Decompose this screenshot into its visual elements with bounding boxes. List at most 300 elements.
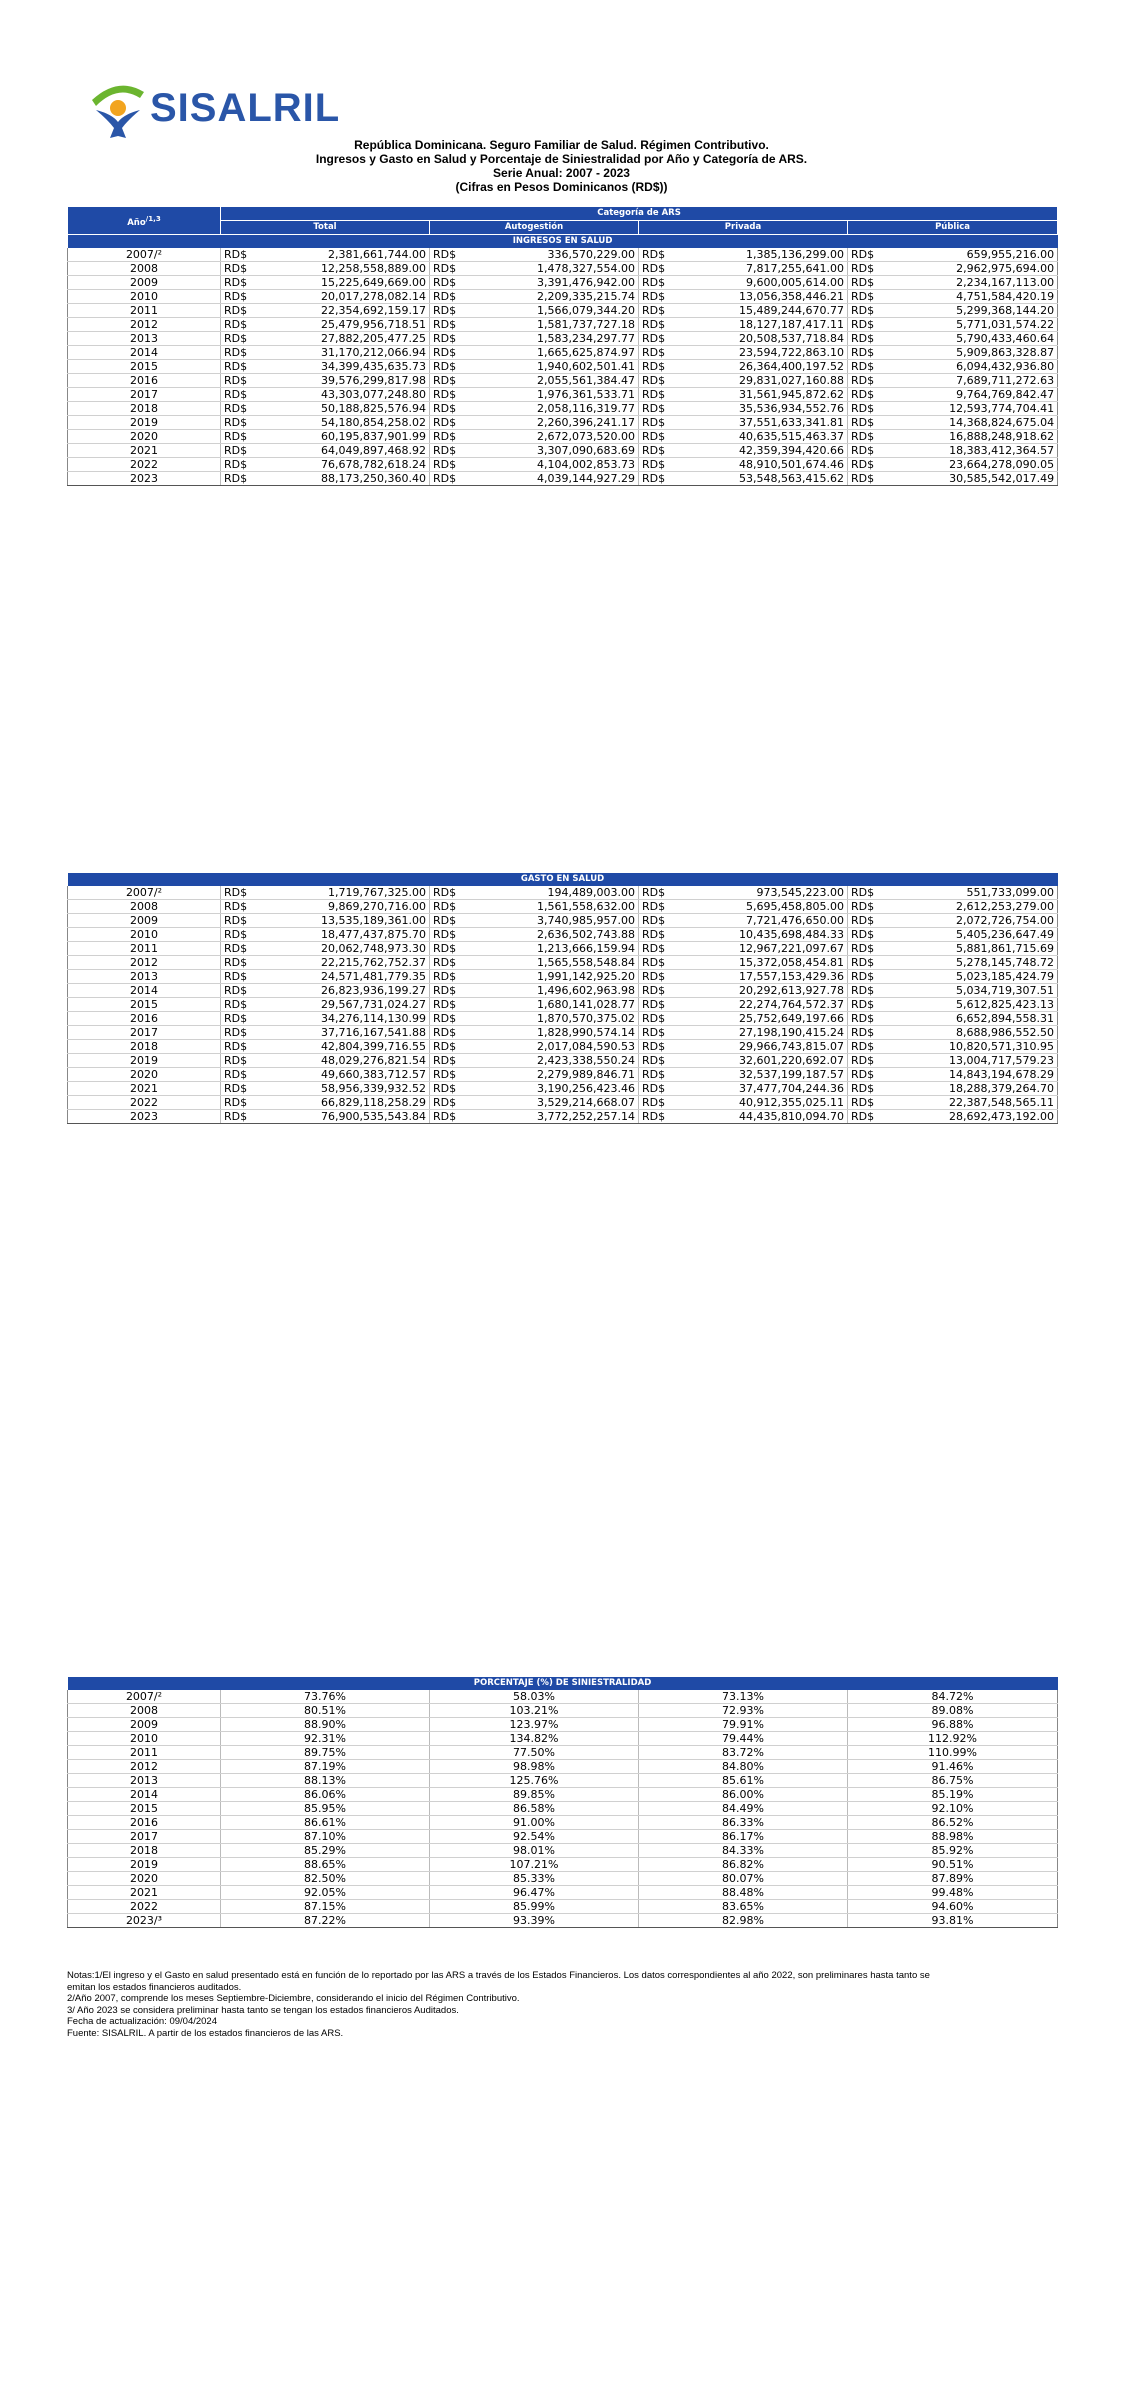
percent-cell: 86.75%: [848, 1774, 1058, 1788]
table-row: [68, 1110, 1058, 1124]
value-cell: 5,612,825,423.13: [886, 998, 1058, 1012]
report-titles: [0, 138, 1123, 194]
percent-cell: 123.97%: [430, 1718, 639, 1732]
percent-cell: 85.61%: [639, 1774, 848, 1788]
value-cell: 5,023,185,424.79: [886, 970, 1058, 984]
value-cell: 3,772,252,257.14: [468, 1110, 639, 1124]
value-cell: 35,536,934,552.76: [677, 402, 848, 416]
value-cell: 2,260,396,241.17: [468, 416, 639, 430]
year-cell: 2018: [68, 402, 221, 416]
year-cell: 2022: [68, 458, 221, 472]
value-cell: 40,635,515,463.37: [677, 430, 848, 444]
percent-cell: 88.90%: [221, 1718, 430, 1732]
value-cell: 26,364,400,197.52: [677, 360, 848, 374]
currency-cell: RD$: [430, 914, 468, 928]
percent-cell: 82.98%: [639, 1914, 848, 1928]
value-cell: 15,372,058,454.81: [677, 956, 848, 970]
currency-cell: RD$: [430, 472, 468, 486]
currency-cell: RD$: [430, 1096, 468, 1110]
value-cell: 64,049,897,468.92: [259, 444, 430, 458]
percent-cell: 80.07%: [639, 1872, 848, 1886]
currency-cell: RD$: [848, 1026, 886, 1040]
value-cell: 2,381,661,744.00: [259, 248, 430, 262]
table-row: [68, 886, 1058, 900]
currency-cell: RD$: [221, 956, 259, 970]
note-line: Notas:1/El ingreso y el Gasto en salud presentado está en función de lo reportado por las ARS a través de los Estados Financieros. Los datos correspondientes al año 2022, son preliminares hasta tanto se: [67, 1970, 930, 1981]
percent-cell: 87.15%: [221, 1900, 430, 1914]
percent-cell: 99.48%: [848, 1886, 1058, 1900]
currency-cell: RD$: [221, 430, 259, 444]
value-cell: 20,292,613,927.78: [677, 984, 848, 998]
table-row: [68, 1096, 1058, 1110]
table-row: [68, 1872, 1058, 1886]
year-cell: 2007/²: [68, 886, 221, 900]
currency-cell: RD$: [430, 956, 468, 970]
year-cell: 2013: [68, 332, 221, 346]
currency-cell: RD$: [848, 472, 886, 486]
value-cell: 5,299,368,144.20: [886, 304, 1058, 318]
note-line: Fecha de actualización: 09/04/2024: [67, 2016, 217, 2027]
value-cell: 1,213,666,159.94: [468, 942, 639, 956]
table-row: [68, 1914, 1058, 1928]
year-cell: 2020: [68, 1068, 221, 1082]
table-row: [68, 1858, 1058, 1872]
percent-cell: 92.54%: [430, 1830, 639, 1844]
year-cell: 2008: [68, 900, 221, 914]
percent-cell: 112.92%: [848, 1732, 1058, 1746]
table-row: [68, 1732, 1058, 1746]
year-cell: 2018: [68, 1844, 221, 1858]
currency-cell: RD$: [639, 984, 677, 998]
percent-cell: 91.00%: [430, 1816, 639, 1830]
currency-cell: RD$: [639, 914, 677, 928]
value-cell: 32,537,199,187.57: [677, 1068, 848, 1082]
year-cell: 2022: [68, 1900, 221, 1914]
value-cell: 22,215,762,752.37: [259, 956, 430, 970]
table-row: [68, 1746, 1058, 1760]
year-cell: 2021: [68, 1082, 221, 1096]
percent-cell: 107.21%: [430, 1858, 639, 1872]
year-cell: 2019: [68, 1858, 221, 1872]
value-cell: 194,489,003.00: [468, 886, 639, 900]
value-cell: 6,652,894,558.31: [886, 1012, 1058, 1026]
value-cell: 18,383,412,364.57: [886, 444, 1058, 458]
currency-cell: RD$: [221, 1068, 259, 1082]
value-cell: 42,804,399,716.55: [259, 1040, 430, 1054]
percent-cell: 73.76%: [221, 1690, 430, 1704]
currency-cell: RD$: [221, 304, 259, 318]
currency-cell: RD$: [221, 900, 259, 914]
value-cell: 18,127,187,417.11: [677, 318, 848, 332]
currency-cell: RD$: [221, 276, 259, 290]
table-row: [68, 1068, 1058, 1082]
footnotes: [67, 1970, 1067, 2039]
table-row: [68, 388, 1058, 402]
currency-cell: RD$: [639, 1026, 677, 1040]
value-cell: 16,888,248,918.62: [886, 430, 1058, 444]
currency-cell: RD$: [221, 346, 259, 360]
currency-cell: RD$: [430, 346, 468, 360]
table-row: [68, 430, 1058, 444]
value-cell: 42,359,394,420.66: [677, 444, 848, 458]
currency-cell: RD$: [221, 970, 259, 984]
percent-cell: 96.47%: [430, 1886, 639, 1900]
year-cell: 2008: [68, 1704, 221, 1718]
currency-cell: RD$: [221, 914, 259, 928]
year-cell: 2016: [68, 1816, 221, 1830]
currency-cell: RD$: [430, 1012, 468, 1026]
table-row: [68, 1760, 1058, 1774]
percent-cell: 86.33%: [639, 1816, 848, 1830]
year-cell: 2015: [68, 1802, 221, 1816]
section-title: PORCENTAJE (%) DE SINIESTRALIDAD: [68, 1677, 1058, 1690]
currency-cell: RD$: [848, 262, 886, 276]
year-cell: 2018: [68, 1040, 221, 1054]
value-cell: 6,094,432,936.80: [886, 360, 1058, 374]
currency-cell: RD$: [430, 998, 468, 1012]
value-cell: 2,058,116,319.77: [468, 402, 639, 416]
value-cell: 10,435,698,484.33: [677, 928, 848, 942]
value-cell: 9,600,005,614.00: [677, 276, 848, 290]
currency-cell: RD$: [430, 900, 468, 914]
currency-cell: RD$: [221, 1026, 259, 1040]
table-row: [68, 900, 1058, 914]
value-cell: 3,391,476,942.00: [468, 276, 639, 290]
table-row: [68, 1704, 1058, 1718]
value-cell: 2,672,073,520.00: [468, 430, 639, 444]
year-cell: 2017: [68, 1026, 221, 1040]
currency-cell: RD$: [639, 1040, 677, 1054]
currency-cell: RD$: [639, 402, 677, 416]
value-cell: 29,831,027,160.88: [677, 374, 848, 388]
value-cell: 1,870,570,375.02: [468, 1012, 639, 1026]
currency-cell: RD$: [430, 360, 468, 374]
value-cell: 23,664,278,090.05: [886, 458, 1058, 472]
percent-cell: 85.92%: [848, 1844, 1058, 1858]
percent-cell: 90.51%: [848, 1858, 1058, 1872]
currency-cell: RD$: [430, 416, 468, 430]
percent-cell: 87.19%: [221, 1760, 430, 1774]
percent-cell: 93.81%: [848, 1914, 1058, 1928]
value-cell: 5,909,863,328.87: [886, 346, 1058, 360]
percent-cell: 85.19%: [848, 1788, 1058, 1802]
currency-cell: RD$: [848, 970, 886, 984]
value-cell: 15,225,649,669.00: [259, 276, 430, 290]
currency-cell: RD$: [639, 444, 677, 458]
currency-cell: RD$: [848, 332, 886, 346]
table-row: [68, 942, 1058, 956]
year-cell: 2014: [68, 1788, 221, 1802]
value-cell: 48,029,276,821.54: [259, 1054, 430, 1068]
currency-cell: RD$: [221, 984, 259, 998]
currency-cell: RD$: [848, 416, 886, 430]
value-cell: 22,354,692,159.17: [259, 304, 430, 318]
currency-cell: RD$: [848, 276, 886, 290]
col-header-privada: Privada: [639, 221, 848, 235]
currency-cell: RD$: [430, 318, 468, 332]
percent-cell: 125.76%: [430, 1774, 639, 1788]
table-row: [68, 1802, 1058, 1816]
value-cell: 37,716,167,541.88: [259, 1026, 430, 1040]
currency-cell: RD$: [848, 1096, 886, 1110]
year-cell: 2012: [68, 1760, 221, 1774]
percent-cell: 79.44%: [639, 1732, 848, 1746]
currency-cell: RD$: [221, 998, 259, 1012]
table-row: [68, 262, 1058, 276]
value-cell: 1,680,141,028.77: [468, 998, 639, 1012]
logo-emblem-icon: [88, 78, 148, 140]
currency-cell: RD$: [848, 1040, 886, 1054]
value-cell: 2,017,084,590.53: [468, 1040, 639, 1054]
value-cell: 14,843,194,678.29: [886, 1068, 1058, 1082]
year-cell: 2010: [68, 928, 221, 942]
percent-cell: 92.10%: [848, 1802, 1058, 1816]
year-cell: 2009: [68, 276, 221, 290]
percent-cell: 86.82%: [639, 1858, 848, 1872]
table-row: [68, 1816, 1058, 1830]
currency-cell: RD$: [221, 886, 259, 900]
value-cell: 3,529,214,668.07: [468, 1096, 639, 1110]
value-cell: 336,570,229.00: [468, 248, 639, 262]
percent-cell: 88.13%: [221, 1774, 430, 1788]
table-row: [68, 290, 1058, 304]
currency-cell: RD$: [639, 942, 677, 956]
value-cell: 50,188,825,576.94: [259, 402, 430, 416]
currency-cell: RD$: [430, 928, 468, 942]
year-cell: 2009: [68, 1718, 221, 1732]
value-cell: 2,279,989,846.71: [468, 1068, 639, 1082]
year-cell: 2017: [68, 388, 221, 402]
currency-cell: RD$: [639, 458, 677, 472]
currency-cell: RD$: [639, 928, 677, 942]
table-row: [68, 1900, 1058, 1914]
value-cell: 15,489,244,670.77: [677, 304, 848, 318]
currency-cell: RD$: [430, 276, 468, 290]
value-cell: 22,387,548,565.11: [886, 1096, 1058, 1110]
table-row: [68, 360, 1058, 374]
currency-cell: RD$: [430, 1026, 468, 1040]
ingresos-table: [67, 206, 1058, 486]
currency-cell: RD$: [848, 444, 886, 458]
value-cell: 22,274,764,572.37: [677, 998, 848, 1012]
value-cell: 1,478,327,554.00: [468, 262, 639, 276]
value-cell: 37,477,704,244.36: [677, 1082, 848, 1096]
table-row: [68, 402, 1058, 416]
value-cell: 18,288,379,264.70: [886, 1082, 1058, 1096]
table-row: [68, 998, 1058, 1012]
col-header-total: Total: [221, 221, 430, 235]
currency-cell: RD$: [848, 374, 886, 388]
currency-cell: RD$: [430, 304, 468, 318]
brand-name: SISALRIL: [150, 86, 341, 130]
year-cell: 2023/³: [68, 1914, 221, 1928]
year-cell: 2023: [68, 1110, 221, 1124]
percent-cell: 85.99%: [430, 1900, 639, 1914]
currency-cell: RD$: [430, 444, 468, 458]
value-cell: 13,004,717,579.23: [886, 1054, 1058, 1068]
title-line: Ingresos y Gasto en Salud y Porcentaje de Siniestralidad por Año y Categoría de ARS.: [315, 152, 808, 166]
year-cell: 2012: [68, 318, 221, 332]
section-title: GASTO EN SALUD: [68, 873, 1058, 886]
currency-cell: RD$: [221, 318, 259, 332]
value-cell: 37,551,633,341.81: [677, 416, 848, 430]
percent-cell: 84.33%: [639, 1844, 848, 1858]
percent-cell: 86.52%: [848, 1816, 1058, 1830]
value-cell: 76,900,535,543.84: [259, 1110, 430, 1124]
value-cell: 1,496,602,963.98: [468, 984, 639, 998]
value-cell: 31,561,945,872.62: [677, 388, 848, 402]
percent-cell: 110.99%: [848, 1746, 1058, 1760]
currency-cell: RD$: [221, 416, 259, 430]
currency-cell: RD$: [639, 318, 677, 332]
year-cell: 2021: [68, 1886, 221, 1900]
currency-cell: RD$: [221, 1040, 259, 1054]
value-cell: 27,198,190,415.24: [677, 1026, 848, 1040]
table-row: [68, 956, 1058, 970]
table-row: [68, 318, 1058, 332]
currency-cell: RD$: [639, 970, 677, 984]
sisalril-logo: [88, 78, 341, 140]
currency-cell: RD$: [848, 290, 886, 304]
currency-cell: RD$: [639, 1054, 677, 1068]
value-cell: 973,545,223.00: [677, 886, 848, 900]
year-cell: 2013: [68, 1774, 221, 1788]
year-cell: 2013: [68, 970, 221, 984]
year-cell: 2019: [68, 1054, 221, 1068]
title-line: Serie Anual: 2007 - 2023: [493, 166, 630, 180]
currency-cell: RD$: [639, 304, 677, 318]
note-line: 3/ Año 2023 se considera preliminar hasta tanto se tengan los estados financieros Auditados.: [67, 2004, 459, 2016]
table-row: [68, 304, 1058, 318]
currency-cell: RD$: [430, 942, 468, 956]
percent-cell: 85.29%: [221, 1844, 430, 1858]
percent-cell: 79.91%: [639, 1718, 848, 1732]
year-cell: 2010: [68, 290, 221, 304]
percent-cell: 92.31%: [221, 1732, 430, 1746]
currency-cell: RD$: [639, 416, 677, 430]
percent-cell: 80.51%: [221, 1704, 430, 1718]
currency-cell: RD$: [221, 472, 259, 486]
currency-cell: RD$: [848, 248, 886, 262]
percent-cell: 93.39%: [430, 1914, 639, 1928]
year-cell: 2016: [68, 1012, 221, 1026]
currency-cell: RD$: [848, 1054, 886, 1068]
percent-cell: 87.22%: [221, 1914, 430, 1928]
value-cell: 25,752,649,197.66: [677, 1012, 848, 1026]
currency-cell: RD$: [639, 388, 677, 402]
currency-cell: RD$: [430, 984, 468, 998]
year-cell: 2011: [68, 304, 221, 318]
table-row: [68, 928, 1058, 942]
value-cell: 5,790,433,460.64: [886, 332, 1058, 346]
currency-cell: RD$: [639, 360, 677, 374]
currency-cell: RD$: [639, 374, 677, 388]
value-cell: 29,966,743,815.07: [677, 1040, 848, 1054]
currency-cell: RD$: [639, 346, 677, 360]
currency-cell: RD$: [221, 402, 259, 416]
value-cell: 58,956,339,932.52: [259, 1082, 430, 1096]
currency-cell: RD$: [430, 248, 468, 262]
currency-cell: RD$: [430, 458, 468, 472]
year-cell: 2010: [68, 1732, 221, 1746]
currency-cell: RD$: [848, 1110, 886, 1124]
percent-cell: 58.03%: [430, 1690, 639, 1704]
value-cell: 2,209,335,215.74: [468, 290, 639, 304]
value-cell: 1,581,737,727.18: [468, 318, 639, 332]
table-row: [68, 914, 1058, 928]
value-cell: 39,576,299,817.98: [259, 374, 430, 388]
currency-cell: RD$: [848, 1068, 886, 1082]
percent-cell: 88.65%: [221, 1858, 430, 1872]
currency-cell: RD$: [848, 430, 886, 444]
currency-cell: RD$: [221, 262, 259, 276]
currency-cell: RD$: [848, 886, 886, 900]
currency-cell: RD$: [221, 388, 259, 402]
table-row: [68, 444, 1058, 458]
value-cell: 20,062,748,973.30: [259, 942, 430, 956]
currency-cell: RD$: [430, 290, 468, 304]
value-cell: 23,594,722,863.10: [677, 346, 848, 360]
table-row: [68, 332, 1058, 346]
value-cell: 20,508,537,718.84: [677, 332, 848, 346]
currency-cell: RD$: [221, 1096, 259, 1110]
currency-cell: RD$: [430, 1040, 468, 1054]
year-cell: 2020: [68, 430, 221, 444]
value-cell: 40,912,355,025.11: [677, 1096, 848, 1110]
table-row: [68, 1026, 1058, 1040]
currency-cell: RD$: [221, 248, 259, 262]
percent-cell: 91.46%: [848, 1760, 1058, 1774]
currency-cell: RD$: [430, 1068, 468, 1082]
currency-cell: RD$: [639, 1110, 677, 1124]
currency-cell: RD$: [848, 900, 886, 914]
note-line: Fuente: SISALRIL. A partir de los estados financieros de las ARS.: [67, 2027, 344, 2039]
value-cell: 5,405,236,647.49: [886, 928, 1058, 942]
value-cell: 5,278,145,748.72: [886, 956, 1058, 970]
table-row: [68, 472, 1058, 486]
table-row: [68, 1774, 1058, 1788]
currency-cell: RD$: [430, 1054, 468, 1068]
value-cell: 5,034,719,307.51: [886, 984, 1058, 998]
year-cell: 2014: [68, 984, 221, 998]
value-cell: 1,991,142,925.20: [468, 970, 639, 984]
value-cell: 9,764,769,842.47: [886, 388, 1058, 402]
value-cell: 32,601,220,692.07: [677, 1054, 848, 1068]
currency-cell: RD$: [430, 886, 468, 900]
value-cell: 1,565,558,548.84: [468, 956, 639, 970]
currency-cell: RD$: [639, 886, 677, 900]
percent-cell: 88.48%: [639, 1886, 848, 1900]
currency-cell: RD$: [221, 942, 259, 956]
value-cell: 8,688,986,552.50: [886, 1026, 1058, 1040]
currency-cell: RD$: [430, 430, 468, 444]
value-cell: 2,962,975,694.00: [886, 262, 1058, 276]
value-cell: 3,740,985,957.00: [468, 914, 639, 928]
value-cell: 18,477,437,875.70: [259, 928, 430, 942]
currency-cell: RD$: [221, 1082, 259, 1096]
currency-cell: RD$: [848, 360, 886, 374]
currency-cell: RD$: [639, 430, 677, 444]
percent-cell: 83.72%: [639, 1746, 848, 1760]
percent-cell: 87.10%: [221, 1830, 430, 1844]
year-cell: 2020: [68, 1872, 221, 1886]
currency-cell: RD$: [430, 970, 468, 984]
percent-cell: 86.06%: [221, 1788, 430, 1802]
currency-cell: RD$: [430, 1110, 468, 1124]
gasto-table: [67, 873, 1058, 1124]
value-cell: 60,195,837,901.99: [259, 430, 430, 444]
percent-cell: 87.89%: [848, 1872, 1058, 1886]
